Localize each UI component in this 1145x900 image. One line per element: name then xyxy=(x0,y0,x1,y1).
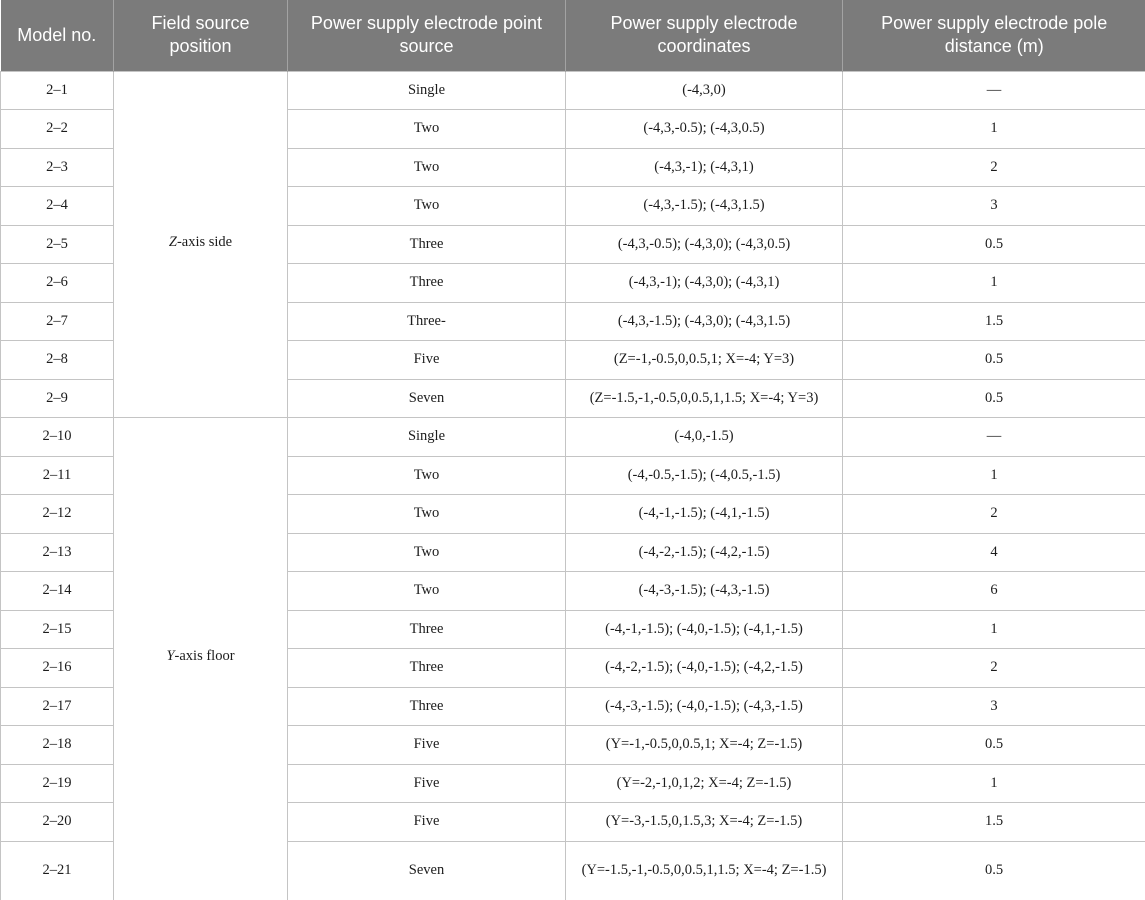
cell-model-no: 2–16 xyxy=(1,649,114,688)
cell-model-no: 2–19 xyxy=(1,764,114,803)
cell-point-source: Two xyxy=(288,110,566,149)
cell-field-source-position xyxy=(114,71,288,418)
cell-point-source: Three xyxy=(288,610,566,649)
axis-letter: Y xyxy=(166,648,175,665)
cell-point-source: Five xyxy=(288,726,566,765)
cell-point-source: Five xyxy=(288,341,566,380)
table-body xyxy=(1,71,1145,900)
cell-point-source: Three xyxy=(288,264,566,303)
cell-model-no: 2–10 xyxy=(1,418,114,457)
cell-pole-distance: 0.5 xyxy=(843,841,1145,900)
cell-point-source: Two xyxy=(288,495,566,534)
cell-pole-distance: 1 xyxy=(843,110,1145,149)
header-point-source: Power supply electrode point source xyxy=(288,0,566,71)
cell-pole-distance: 0.5 xyxy=(843,341,1145,380)
cell-coordinates: (-4,-3,-1.5); (-4,0,-1.5); (-4,3,-1.5) xyxy=(566,687,843,726)
cell-model-no: 2–14 xyxy=(1,572,114,611)
cell-coordinates: (-4,0,-1.5) xyxy=(566,418,843,457)
cell-coordinates: (-4,3,-1); (-4,3,0); (-4,3,1) xyxy=(566,264,843,303)
cell-model-no: 2–20 xyxy=(1,803,114,842)
table-row xyxy=(1,71,1145,110)
cell-point-source: Seven xyxy=(288,841,566,900)
cell-coordinates: (-4,3,-0.5); (-4,3,0.5) xyxy=(566,110,843,149)
cell-pole-distance: 1.5 xyxy=(843,803,1145,842)
cell-coordinates: (Z=-1.5,-1,-0.5,0,0.5,1,1.5; X=-4; Y=3) xyxy=(566,379,843,418)
header-coordinates: Power supply electrode coordinates xyxy=(566,0,843,71)
cell-pole-distance: 2 xyxy=(843,495,1145,534)
cell-pole-distance: — xyxy=(843,418,1145,457)
cell-coordinates: (-4,-2,-1.5); (-4,0,-1.5); (-4,2,-1.5) xyxy=(566,649,843,688)
cell-coordinates: (-4,-1,-1.5); (-4,1,-1.5) xyxy=(566,495,843,534)
header-field-source-position: Field source position xyxy=(114,0,288,71)
cell-point-source: Five xyxy=(288,803,566,842)
cell-pole-distance: 0.5 xyxy=(843,726,1145,765)
cell-point-source: Two xyxy=(288,187,566,226)
cell-model-no: 2–12 xyxy=(1,495,114,534)
cell-pole-distance: 1 xyxy=(843,610,1145,649)
cell-coordinates: (-4,-3,-1.5); (-4,3,-1.5) xyxy=(566,572,843,611)
cell-pole-distance: 3 xyxy=(843,187,1145,226)
header-pole-distance: Power supply electrode pole distance (m) xyxy=(843,0,1145,71)
cell-model-no: 2–18 xyxy=(1,726,114,765)
cell-coordinates: (-4,3,-1); (-4,3,1) xyxy=(566,148,843,187)
cell-pole-distance: 0.5 xyxy=(843,225,1145,264)
cell-pole-distance: 1 xyxy=(843,764,1145,803)
cell-point-source: Two xyxy=(288,456,566,495)
header-model-no: Model no. xyxy=(1,0,114,71)
cell-pole-distance: 6 xyxy=(843,572,1145,611)
cell-model-no: 2–3 xyxy=(1,148,114,187)
cell-pole-distance: 3 xyxy=(843,687,1145,726)
cell-model-no: 2–1 xyxy=(1,71,114,110)
cell-point-source: Three xyxy=(288,687,566,726)
cell-point-source: Two xyxy=(288,572,566,611)
cell-model-no: 2–17 xyxy=(1,687,114,726)
cell-coordinates: (-4,-0.5,-1.5); (-4,0.5,-1.5) xyxy=(566,456,843,495)
position-label: -axis side xyxy=(176,233,233,250)
cell-pole-distance: 1 xyxy=(843,456,1145,495)
cell-point-source: Five xyxy=(288,764,566,803)
cell-point-source: Two xyxy=(288,533,566,572)
cell-point-source: Three xyxy=(288,225,566,264)
table-header xyxy=(1,0,1145,71)
axis-letter: Z xyxy=(168,233,177,250)
cell-model-no: 2–21 xyxy=(1,841,114,900)
position-label: -axis floor xyxy=(174,648,235,665)
cell-pole-distance: 1 xyxy=(843,264,1145,303)
cell-point-source: Three xyxy=(288,649,566,688)
table-row xyxy=(1,418,1145,457)
cell-pole-distance: 2 xyxy=(843,148,1145,187)
header-row xyxy=(1,0,1145,71)
cell-model-no: 2–7 xyxy=(1,302,114,341)
cell-pole-distance: 4 xyxy=(843,533,1145,572)
cell-pole-distance: 0.5 xyxy=(843,379,1145,418)
cell-model-no: 2–4 xyxy=(1,187,114,226)
cell-coordinates: (Y=-2,-1,0,1,2; X=-4; Z=-1.5) xyxy=(566,764,843,803)
cell-coordinates: (Z=-1,-0.5,0,0.5,1; X=-4; Y=3) xyxy=(566,341,843,380)
cell-coordinates: (-4,-2,-1.5); (-4,2,-1.5) xyxy=(566,533,843,572)
cell-point-source: Two xyxy=(288,148,566,187)
cell-model-no: 2–6 xyxy=(1,264,114,303)
cell-point-source: Single xyxy=(288,71,566,110)
cell-model-no: 2–15 xyxy=(1,610,114,649)
cell-coordinates: (Y=-1,-0.5,0,0.5,1; X=-4; Z=-1.5) xyxy=(566,726,843,765)
cell-pole-distance: 2 xyxy=(843,649,1145,688)
cell-coordinates: (-4,3,0) xyxy=(566,71,843,110)
cell-coordinates: (-4,3,-0.5); (-4,3,0); (-4,3,0.5) xyxy=(566,225,843,264)
cell-point-source: Single xyxy=(288,418,566,457)
cell-model-no: 2–13 xyxy=(1,533,114,572)
cell-model-no: 2–11 xyxy=(1,456,114,495)
cell-field-source-position xyxy=(114,418,288,900)
cell-coordinates: (Y=-1.5,-1,-0.5,0,0.5,1,1.5; X=-4; Z=-1.5) xyxy=(566,841,843,900)
cell-model-no: 2–5 xyxy=(1,225,114,264)
cell-model-no: 2–8 xyxy=(1,341,114,380)
cell-coordinates: (-4,3,-1.5); (-4,3,0); (-4,3,1.5) xyxy=(566,302,843,341)
cell-model-no: 2–2 xyxy=(1,110,114,149)
cell-coordinates: (Y=-3,-1.5,0,1.5,3; X=-4; Z=-1.5) xyxy=(566,803,843,842)
cell-model-no: 2–9 xyxy=(1,379,114,418)
cell-pole-distance: — xyxy=(843,71,1145,110)
cell-coordinates: (-4,-1,-1.5); (-4,0,-1.5); (-4,1,-1.5) xyxy=(566,610,843,649)
cell-pole-distance: 1.5 xyxy=(843,302,1145,341)
cell-point-source: Three- xyxy=(288,302,566,341)
cell-coordinates: (-4,3,-1.5); (-4,3,1.5) xyxy=(566,187,843,226)
cell-point-source: Seven xyxy=(288,379,566,418)
